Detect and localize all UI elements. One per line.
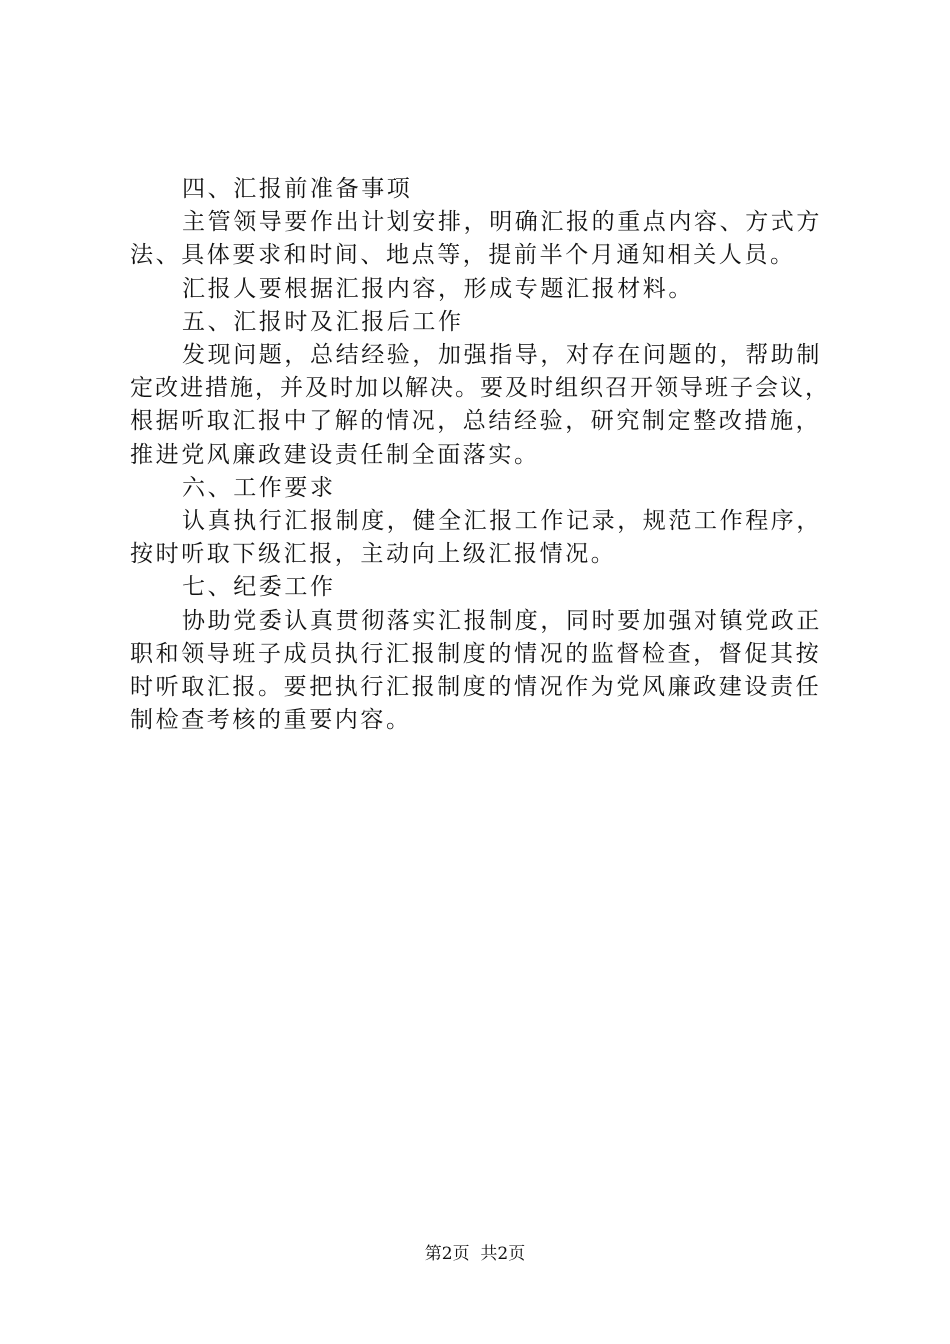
paragraph-line: 定改进措施，并及时加以解决。要及时组织召开领导班子会议， (130, 375, 830, 402)
page-total: 共2页 (480, 1244, 526, 1264)
paragraph-line: 按时听取下级汇报，主动向上级汇报情况。 (130, 541, 617, 568)
section-heading: 六、工作要求 (182, 474, 336, 501)
page-number: 第2页 (424, 1244, 470, 1264)
paragraph-line: 根据听取汇报中了解的情况，总结经验，研究制定整改措施， (130, 408, 822, 435)
page-footer (0, 1243, 950, 1265)
paragraph-line: 主管领导要作出计划安排，明确汇报的重点内容、方式方 (182, 209, 822, 236)
paragraph (130, 273, 830, 306)
document-body (130, 173, 830, 737)
paragraph (130, 505, 830, 571)
section-heading: 五、汇报时及汇报后工作 (182, 308, 464, 335)
section-heading: 四、汇报前准备事项 (182, 176, 413, 202)
paragraph-line: 协助党委认真贯彻落实汇报制度，同时要加强对镇党政正 (182, 607, 822, 634)
paragraph-line: 认真执行汇报制度，健全汇报工作记录，规范工作程序， (182, 508, 822, 535)
paragraph-line: 职和领导班子成员执行汇报制度的情况的监督检查，督促其按 (130, 640, 822, 667)
paragraph (130, 605, 830, 738)
paragraph-line: 推进党风廉政建设责任制全面落实。 (130, 441, 540, 468)
paragraph-line: 时听取汇报。要把执行汇报制度的情况作为党风廉政建设责任 (130, 674, 822, 701)
paragraph (130, 206, 830, 272)
section-heading: 七、纪委工作 (182, 574, 336, 601)
paragraph-line: 制检查考核的重要内容。 (130, 707, 412, 734)
paragraph-line: 发现问题，总结经验，加强指导，对存在问题的，帮助制 (182, 342, 822, 369)
paragraph-line: 法、具体要求和时间、地点等，提前半个月通知相关人员。 (130, 242, 796, 269)
paragraph (130, 339, 830, 472)
paragraph-line: 汇报人要根据汇报内容，形成专题汇报材料。 (182, 275, 694, 302)
